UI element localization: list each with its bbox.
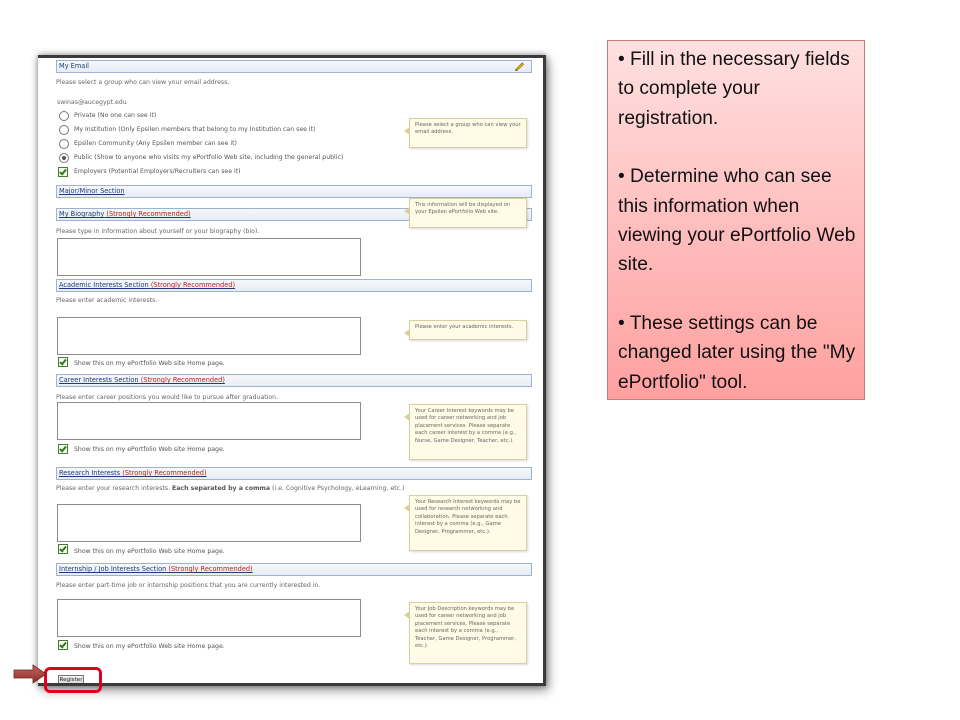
radio-community[interactable] — [59, 139, 69, 149]
email-tooltip: Please select a group who can view your email address. — [409, 118, 527, 148]
internship-hint: Please enter part-time job or internship positions that you are currently interested in. — [56, 582, 321, 589]
section-header-internship — [56, 563, 532, 576]
section-header-academic — [56, 279, 532, 292]
major-minor-link[interactable]: Major/Minor Section — [59, 187, 125, 195]
research-tooltip: Your Research Interest keywords may be used for research networking and collaboration. Please separate each interest by a comma (e.g., Game Designer, Programmer, etc.). — [409, 495, 527, 551]
research-strong-label: (Strongly Recommended) — [122, 469, 207, 477]
register-button[interactable]: Register — [59, 677, 83, 683]
academic-show-label: Show this on my ePortfolio Web site Home page. — [74, 360, 225, 367]
instruction-item: • Determine who can see this information when viewing your ePortfolio Web site. — [618, 166, 856, 276]
radio-institution[interactable] — [59, 125, 69, 135]
internship-link[interactable]: Internship / Job Interests Section — [59, 565, 167, 573]
research-hint — [56, 485, 404, 492]
section-header-career — [56, 374, 532, 387]
career-hint: Please enter career positions you would like to pursue after graduation. — [56, 394, 279, 401]
career-tooltip: Your Career Interest keywords may be used for career networking and job placement services. Please separate each career interest by a comma (e.g., Nurse, Game Designer, Teacher, etc.). — [409, 404, 527, 460]
internship-show-label: Show this on my ePortfolio Web site Home page. — [74, 643, 225, 650]
research-hint-bold: Each separated by a comma — [172, 485, 271, 492]
radio-private[interactable] — [59, 111, 69, 121]
academic-link[interactable]: Academic Interests Section — [59, 281, 149, 289]
biography-strong-label: (Strongly Recommended) — [106, 210, 191, 218]
research-show-checkbox[interactable] — [58, 544, 68, 554]
academic-strong-label: (Strongly Recommended) — [150, 281, 236, 289]
arrow-right-icon — [13, 664, 47, 684]
radio-institution-label: My Institution (Only Epsilen members that belong to my Institution can see it) — [74, 126, 316, 133]
biography-hint: Please type in information about yourself or your biography (bio). — [56, 228, 260, 235]
register-highlight — [44, 667, 102, 693]
internship-strong-label: (Strongly Recommended) — [168, 565, 253, 573]
employers-checkbox[interactable] — [58, 167, 68, 177]
academic-hint: Please enter academic interests. — [56, 297, 158, 304]
biography-title[interactable] — [59, 210, 191, 218]
academic-show-checkbox[interactable] — [58, 357, 68, 367]
instruction-item: • Fill in the necessary fields to complete your registration. — [618, 49, 850, 129]
email-address: swinas@aucegypt.edu — [57, 99, 127, 106]
instruction-item: • These settings can be changed later using the "My ePortfolio" tool. — [618, 312, 856, 393]
registration-form-screenshot — [38, 55, 546, 686]
biography-link[interactable]: My Biography — [59, 210, 105, 218]
career-link[interactable]: Career Interests Section — [59, 376, 139, 384]
section-header-email — [56, 60, 532, 73]
panel-bottom-border — [38, 683, 546, 686]
section-header-major-minor[interactable] — [56, 185, 532, 198]
research-show-label: Show this on my ePortfolio Web site Home page. — [74, 548, 225, 555]
radio-community-label: Epsilen Community (Any Epsilen member can see it) — [74, 140, 237, 147]
internship-textarea[interactable] — [57, 599, 361, 637]
career-title[interactable] — [59, 376, 225, 384]
research-link[interactable]: Research Interests — [59, 469, 121, 477]
career-strong-label: (Strongly Recommended) — [140, 376, 225, 384]
instruction-note — [607, 40, 865, 400]
email-hint: Please select a group who can view your email address. — [56, 79, 230, 86]
research-textarea[interactable] — [57, 504, 361, 542]
career-show-checkbox[interactable] — [58, 444, 68, 454]
research-hint-text: Please enter your research interests. — [56, 485, 171, 492]
biography-textarea[interactable] — [57, 238, 361, 276]
section-header-research — [56, 467, 532, 480]
form-content — [38, 58, 543, 683]
radio-public[interactable] — [59, 153, 69, 163]
career-show-label: Show this on my ePortfolio Web site Home page. — [74, 446, 225, 453]
career-textarea[interactable] — [57, 402, 361, 440]
internship-title[interactable] — [59, 565, 253, 573]
research-title[interactable] — [59, 469, 207, 477]
internship-tooltip: Your Job Description keywords may be used for career networking and job placement services. Please separate each interest by a comma (e.g., Teacher, Game Designer, Programmer, etc.). — [409, 602, 527, 664]
internship-show-checkbox[interactable] — [58, 640, 68, 650]
employers-checkbox-label: Employers (Potential Employers/Recruiters can see it) — [74, 168, 241, 175]
research-hint-example: (i.e. Cognitive Psychology, eLearning, etc.) — [272, 485, 405, 492]
academic-textarea[interactable] — [57, 317, 361, 355]
pencil-icon[interactable] — [514, 61, 525, 71]
panel-right-border — [543, 55, 546, 686]
radio-private-label: Private (No one can see it) — [74, 112, 157, 119]
biography-tooltip: This information will be displayed on your Epsilen ePortfolio Web site. — [409, 198, 527, 228]
academic-title[interactable] — [59, 281, 235, 289]
academic-tooltip: Please enter your academic interests. — [409, 320, 527, 340]
radio-public-label: Public (Show to anyone who visits my ePortfolio Web site, including the general public) — [74, 154, 344, 161]
email-section-title: My Email — [59, 62, 89, 70]
